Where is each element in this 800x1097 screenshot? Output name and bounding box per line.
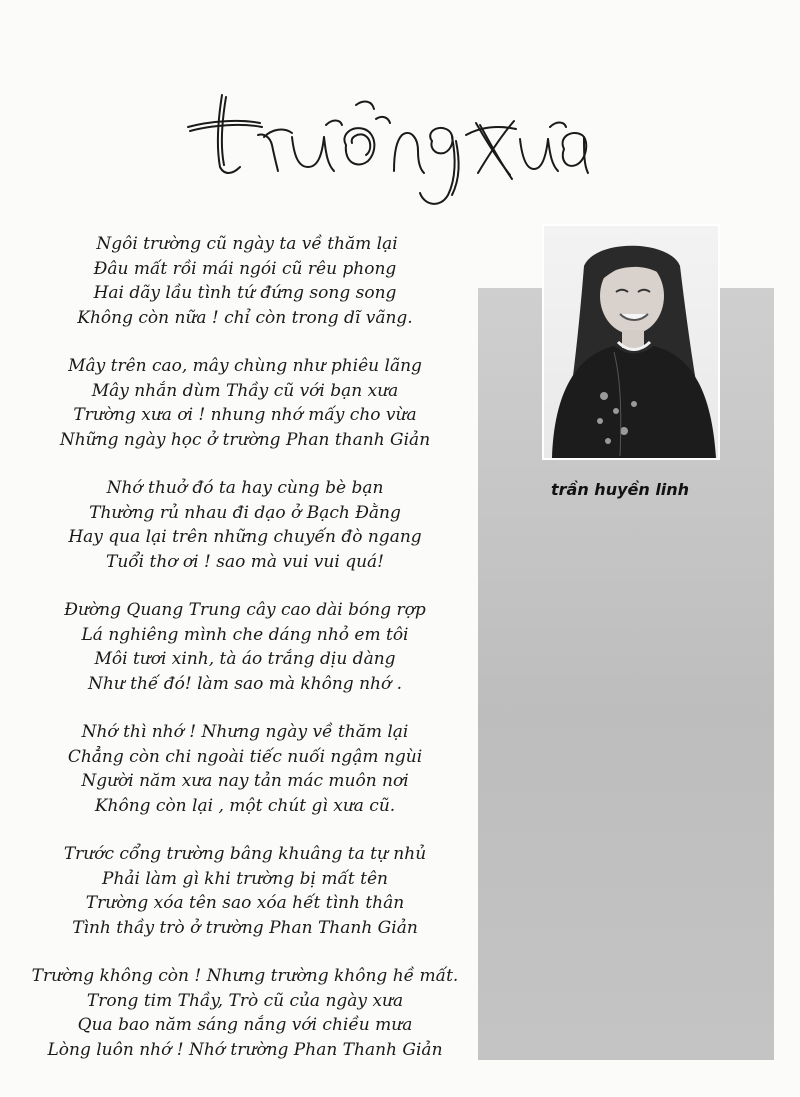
poem-line: Không còn nữa ! chỉ còn trong dĩ vãng. xyxy=(77,307,413,328)
title-calligraphy xyxy=(180,75,590,210)
poem-line: Không còn lại , một chút gì xưa cũ. xyxy=(94,795,396,816)
poem-line: Như thế đó! làm sao mà không nhớ . xyxy=(87,673,403,694)
poem-line: Nhớ thì nhớ ! Nhưng ngày về thăm lại xyxy=(81,722,409,742)
poem-line: Ngôi trường cũ ngày ta về thăm lại xyxy=(96,234,398,254)
poem-line: Hay qua lại trên những chuyến đò ngang xyxy=(68,527,422,547)
stanza xyxy=(30,964,460,1062)
poem-line: Trong tim Thầy, Trò cũ của ngày xưa xyxy=(86,990,404,1011)
poem-line: Những ngày học ở trường Phan thanh Giản xyxy=(59,429,431,450)
poem-line: Tuổi thơ ơi ! sao mà vui vui quá! xyxy=(105,551,384,572)
poem-line: Tình thầy trò ở trường Phan Thanh Giản xyxy=(72,917,418,938)
stanza xyxy=(30,598,460,696)
author-portrait-photo xyxy=(544,226,718,458)
stanza xyxy=(30,232,460,330)
poem-line: Phải làm gì khi trường bị mất tên xyxy=(102,868,388,889)
poem-line: Môi tươi xinh, tà áo trắng dịu dàng xyxy=(94,649,396,669)
poem xyxy=(30,232,460,1086)
poem-line: Nhớ thuở đó ta hay cùng bè bạn xyxy=(106,478,384,498)
poem-line: Trước cổng trường bâng khuâng ta tự nhủ xyxy=(63,844,427,864)
poem-line: Mây trên cao, mây chùng như phiêu lãng xyxy=(68,356,422,376)
stanza xyxy=(30,720,460,818)
poem-line: Trường xưa ơi ! nhung nhớ mấy cho vừa xyxy=(73,405,417,425)
poem-line: Lá nghiêng mình che dáng nhỏ em tôi xyxy=(81,624,409,645)
poem-line: Trường không còn ! Nhưng trường không hề mất. xyxy=(31,966,459,986)
poem-line: Đâu mất rồi mái ngói cũ rêu phong xyxy=(93,258,397,279)
stanza xyxy=(30,354,460,452)
author-name: trần huyền linh xyxy=(551,480,690,499)
poem-line: Lòng luôn nhớ ! Nhớ trường Phan Thanh Giản xyxy=(47,1039,443,1060)
poem-line: Hai dãy lầu tình tứ đứng song song xyxy=(93,283,397,303)
poem-line: Chẳng còn chi ngoài tiếc nuối ngậm ngùi xyxy=(67,746,423,767)
poem-line: Người năm xưa nay tản mác muôn nơi xyxy=(81,771,409,791)
poem-line: Trường xóa tên sao xóa hết tình thân xyxy=(85,893,405,913)
poem-line: Đường Quang Trung cây cao dài bóng rợp xyxy=(64,600,426,620)
poem-line: Thường rủ nhau đi dạo ở Bạch Đằng xyxy=(89,502,401,523)
stanza xyxy=(30,476,460,574)
poem-line: Mây nhắn dùm Thầy cũ với bạn xưa xyxy=(91,380,399,401)
stanza xyxy=(30,842,460,940)
poem-line: Qua bao năm sáng nắng với chiều mưa xyxy=(77,1015,413,1035)
